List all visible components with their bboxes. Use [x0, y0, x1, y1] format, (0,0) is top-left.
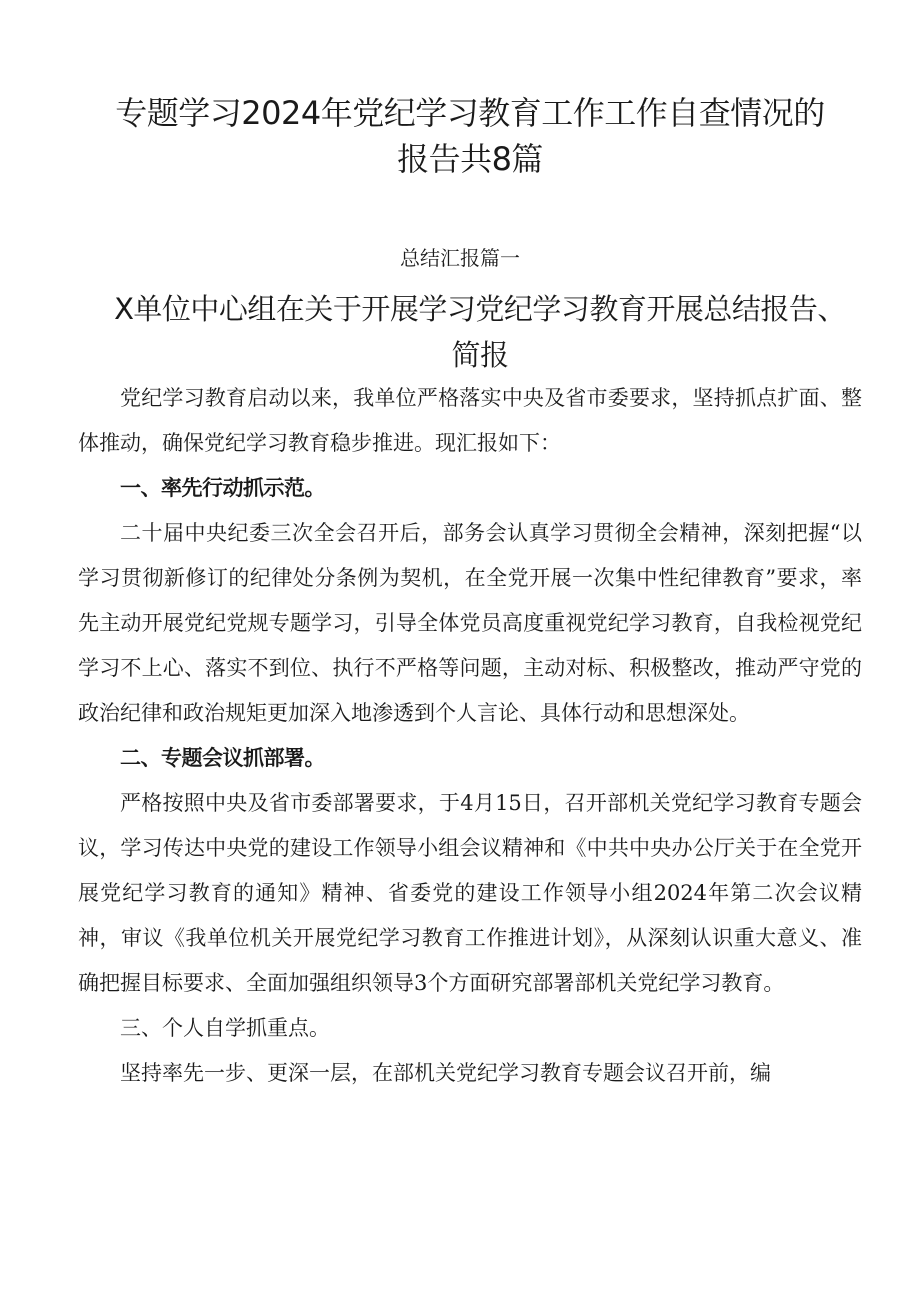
intro-paragraph: 党纪学习教育启动以来，我单位严格落实中央及省市委要求，坚持抓点扩面、整体推动，确保党纪学习教育稳步推进。现汇报如下： [78, 386, 862, 455]
section-heading-2: 二、专题会议抓部署。 [120, 746, 325, 770]
document-body [78, 376, 862, 1096]
body-paragraph-2: 严格按照中央及省市委部署要求，于4月15日，召开部机关党纪学习教育专题会议，学习传达中央党的建设工作领导小组会议精神和《中共中央办公厅关于在全党开展党纪学习教育的通知》精神、省委党的建设工作领导小组2024年第二次会议精神，审议《我单位机关开展党纪学习教育工作推进计划》，从深刻认识重大意义、准确把握目标要求、全面加强组织领导3个方面研究部署部机关党纪学习教育。 [78, 791, 862, 995]
section-heading-1: 一、率先行动抓示范。 [120, 476, 325, 500]
section-label: 总结汇报篇一 [400, 246, 520, 270]
article-title: X单位中心组在关于开展学习党纪学习教育开展总结报告、简报 [114, 292, 846, 372]
body-paragraph-1: 二十届中央纪委三次全会召开后，部务会认真学习贯彻全会精神，深刻把握“以学习贯彻新修订的纪律处分条例为契机，在全党开展一次集中性纪律教育”要求，率先主动开展党纪党规专题学习，引导全体党员高度重视党纪学习教育，自我检视党纪学习不上心、落实不到位、执行不严格等问题，主动对标、积极整改，推动严守党的政治纪律和政治规矩更加深入地渗透到个人言论、具体行动和思想深处。 [78, 521, 862, 725]
body-paragraph-3: 坚持率先一步、更深一层，在部机关党纪学习教育专题会议召开前，编 [120, 1061, 771, 1085]
document-title: 专题学习2024年党纪学习教育工作工作自查情况的报告共8篇 [115, 94, 825, 178]
section-heading-3: 三、个人自学抓重点。 [120, 1016, 330, 1040]
